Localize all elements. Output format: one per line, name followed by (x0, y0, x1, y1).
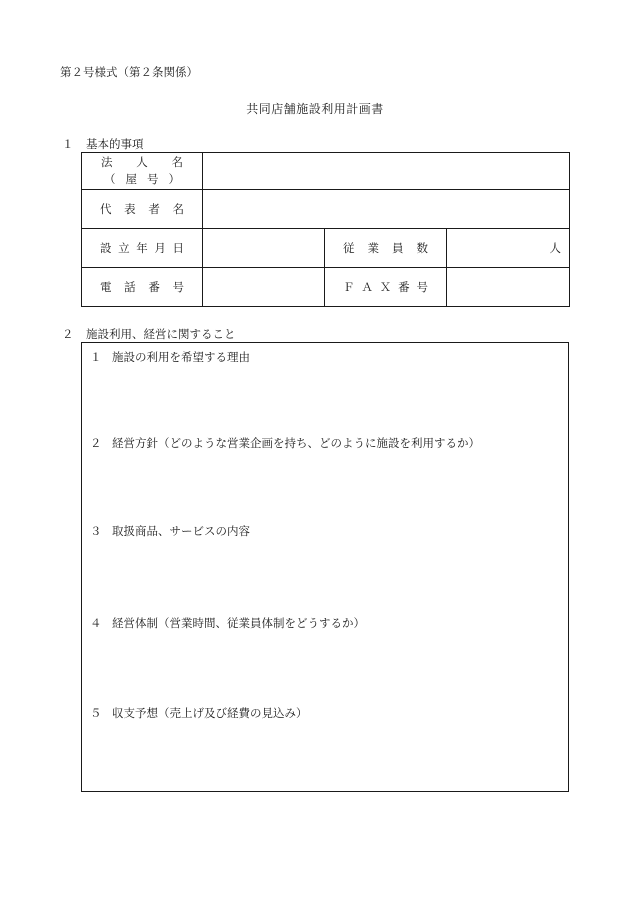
section2-heading (62, 326, 236, 342)
label-char: 名 (171, 155, 183, 169)
label-char: 号 (416, 280, 428, 294)
plan-item-text: 経営方針（どのような営業企画を持ち、どのように施設を利用するか） (112, 436, 480, 450)
representative-field[interactable] (203, 190, 570, 229)
employee-count-field[interactable] (447, 229, 570, 268)
label-char: （ (104, 172, 116, 186)
basic-info-table (81, 152, 570, 307)
label-char: 番 (148, 280, 160, 294)
label-char: 員 (392, 241, 404, 255)
label-char: 屋 (125, 172, 137, 186)
label-char: 業 (367, 241, 379, 255)
corporate-name-field[interactable] (203, 153, 570, 190)
label-char: 従 (343, 241, 355, 255)
label-char: 話 (124, 280, 136, 294)
label-char: 者 (148, 202, 160, 216)
plan-item-forecast (90, 705, 308, 721)
plan-item-structure (90, 615, 365, 631)
label-char: 日 (172, 241, 184, 255)
label-char: 月 (154, 241, 166, 255)
plan-item-text: 収支予想（売上げ及び経費の見込み） (112, 706, 308, 720)
label-char: 電 (100, 280, 112, 294)
document-title: 共同店舗施設利用計画書 (246, 102, 384, 116)
section1-title: 基本的事項 (86, 137, 144, 151)
label-char: Ａ (361, 280, 373, 294)
plan-item-text: 施設の利用を希望する理由 (112, 350, 250, 364)
section1-number: １ (62, 137, 74, 151)
label-char: Ｘ (379, 280, 392, 294)
label-char: 立 (118, 241, 130, 255)
established-date-field[interactable] (203, 229, 325, 268)
plan-item-number: ２ (90, 436, 102, 450)
business-plan-box[interactable] (81, 342, 569, 792)
phone-number-field[interactable] (203, 268, 325, 307)
plan-item-number: ３ (90, 524, 102, 538)
label-char: 法 (101, 155, 113, 169)
fax-number-label (325, 268, 447, 307)
plan-item-text: 取扱商品、サービスの内容 (112, 524, 250, 538)
phone-number-label (82, 268, 203, 307)
corporate-name-label (82, 153, 203, 190)
label-char: 数 (416, 241, 428, 255)
label-char: 号 (172, 280, 184, 294)
section2-title: 施設利用、経営に関すること (86, 327, 236, 341)
plan-item-policy (90, 435, 480, 451)
representative-label (82, 190, 203, 229)
fax-number-field[interactable] (447, 268, 570, 307)
label-char: 号 (147, 172, 159, 186)
label-char: Ｆ (343, 280, 355, 294)
plan-item-products (90, 523, 250, 539)
established-date-label (82, 229, 203, 268)
label-char: ） (168, 172, 180, 186)
label-char: 年 (136, 241, 148, 255)
plan-item-number: ５ (90, 706, 102, 720)
plan-item-reason (90, 349, 250, 365)
label-char: 表 (124, 202, 136, 216)
section1-heading (62, 136, 144, 152)
label-char: 代 (100, 202, 112, 216)
section2-number: ２ (62, 327, 74, 341)
plan-item-number: ４ (90, 616, 102, 630)
employee-unit: 人 (549, 241, 562, 255)
plan-item-text: 経営体制（営業時間、従業員体制をどうするか） (112, 616, 365, 630)
label-char: 番 (398, 280, 410, 294)
label-char: 設 (100, 241, 112, 255)
label-char: 人 (136, 155, 148, 169)
form-number: 第２号様式（第２条関係） (60, 65, 198, 79)
employee-count-label (325, 229, 447, 268)
plan-item-number: １ (90, 350, 102, 364)
label-char: 名 (172, 202, 184, 216)
